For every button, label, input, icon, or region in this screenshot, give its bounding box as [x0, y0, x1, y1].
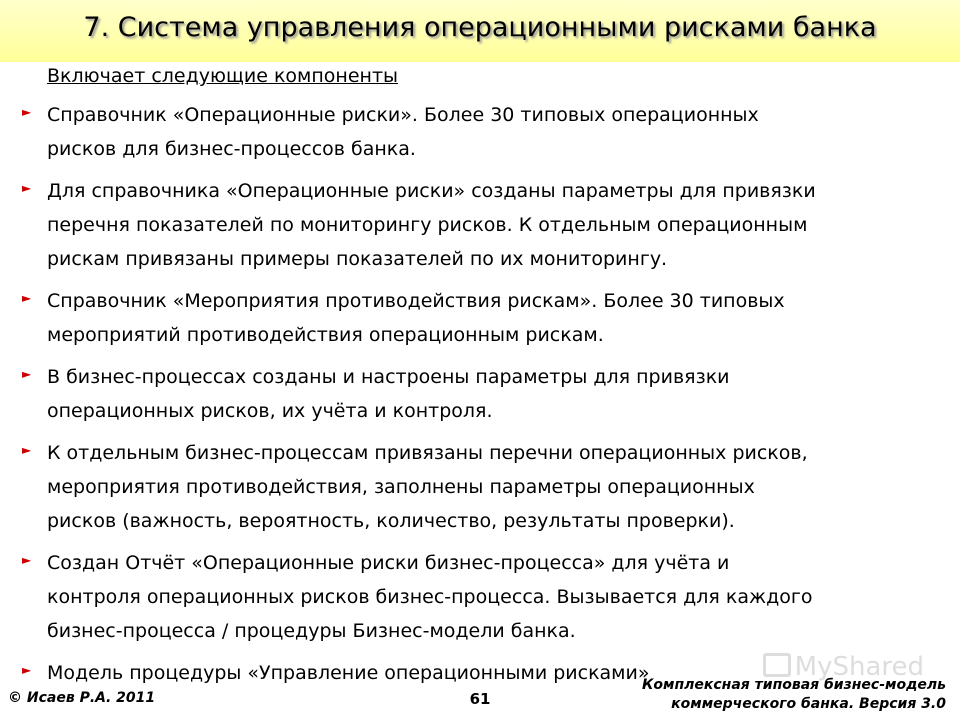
- bullet-arrow-icon: ►: [22, 181, 32, 195]
- bullet-item: [0, 436, 960, 538]
- bullet-text-line: рисков (важность, вероятность, количество, результаты проверки).: [47, 510, 735, 532]
- copyright: © Исаев Р.А. 2011: [8, 690, 156, 706]
- intro-heading: Включает следующие компоненты: [47, 65, 399, 87]
- bullet-text-line: мероприятия противодействия, заполнены параметры операционных: [47, 476, 755, 498]
- bullet-text-line: Справочник «Мероприятия противодействия рискам». Более 30 типовых: [47, 290, 785, 312]
- bullet-arrow-icon: ►: [22, 443, 32, 457]
- watermark-logo-icon: [763, 653, 791, 677]
- bullet-text-line: мероприятий противодействия операционным рискам.: [47, 324, 604, 346]
- footer-product-info: [642, 676, 946, 714]
- bullet-item: [0, 174, 960, 276]
- bullet-text-line: перечня показателей по мониторингу рисков. К отдельным операционным: [47, 214, 808, 236]
- bullet-arrow-icon: ►: [22, 367, 32, 381]
- bullet-item: [0, 360, 960, 428]
- footer-line-2: коммерческого банка. Версия 3.0: [671, 696, 946, 712]
- bullet-text-line: В бизнес-процессах созданы и настроены параметры для привязки: [47, 366, 730, 388]
- bullet-item: [0, 546, 960, 648]
- bullet-text-line: рискам привязаны примеры показателей по их мониторингу.: [47, 248, 668, 270]
- title-bar: [0, 0, 960, 62]
- slide-title: 7. Система управления операционными рисками банка: [83, 12, 877, 43]
- bullet-text-line: бизнес-процесса / процедуры Бизнес-модели банка.: [47, 620, 576, 642]
- watermark-text: MyShared: [794, 652, 924, 682]
- bullet-item: [0, 284, 960, 352]
- footer-line-1: Комплексная типовая бизнес-модель: [641, 677, 946, 693]
- bullet-item: [0, 98, 960, 166]
- bullet-arrow-icon: ►: [22, 553, 32, 567]
- bullet-text-line: Модель процедуры «Управление операционными рисками»: [47, 662, 650, 684]
- bullet-text-line: рисков для бизнес-процессов банка.: [47, 138, 416, 160]
- bullet-arrow-icon: ►: [22, 105, 32, 119]
- page-number: 61: [469, 690, 491, 708]
- bullet-text-line: операционных рисков, их учёта и контроля.: [47, 400, 493, 422]
- bullet-text-line: Для справочника «Операционные риски» созданы параметры для привязки: [47, 180, 816, 202]
- bullet-text-line: Создан Отчёт «Операционные риски бизнес-процесса» для учёта и: [47, 552, 730, 574]
- bullet-text-line: К отдельным бизнес-процессам привязаны перечни операционных рисков,: [47, 442, 808, 464]
- bullet-arrow-icon: ►: [22, 663, 32, 677]
- bullet-arrow-icon: ►: [22, 291, 32, 305]
- bullet-text-line: Справочник «Операционные риски». Более 30 типовых операционных: [47, 104, 759, 126]
- bullet-list: [0, 98, 960, 698]
- bullet-text-line: контроля операционных рисков бизнес-процесса. Вызывается для каждого: [47, 586, 813, 608]
